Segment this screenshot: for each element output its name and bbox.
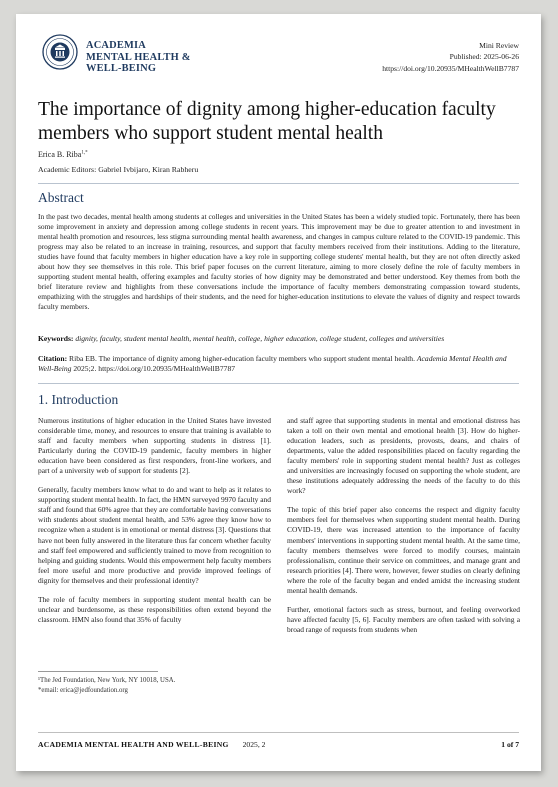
paragraph: Further, emotional factors such as stress, burnout, and feeling overworked have affected faculty [5, 6]. Faculty members are often tasked with solving a broad range of requests from students when [287, 604, 520, 634]
journal-name-line-3: WELL-BEING [86, 63, 157, 75]
abstract-heading: Abstract [38, 190, 84, 205]
footnotes [38, 676, 175, 696]
introduction-heading: 1. Introduction [38, 392, 119, 407]
published-date: Published: 2025-06-26 [449, 52, 519, 62]
intro-left-column [38, 416, 271, 634]
citation [38, 354, 520, 374]
citation-journal: Academia Mental Health and Well-Being [38, 354, 507, 374]
keywords-list: dignity, faculty, student mental health, mental health, college, higher education, college student, colleges and universities [75, 334, 445, 343]
doi-link[interactable]: https://doi.org/10.20935/MHealthWellB7787 [382, 63, 519, 73]
author-line [38, 150, 88, 159]
footer-divider [38, 732, 519, 733]
footnote-divider [38, 671, 158, 672]
paragraph: The topic of this brief paper also concerns the respect and dignity faculty members feel for themselves when supporting student mental health. During COVID-19, there was increased attention to the importance of faculty members' interventions in supporting student mental health. At the same time, faculty members themselves were forced to modify courses, maintain professionalism, continue their service on committees, and manage grant and research priorities [4]. There were, however, fewer studies on clearly defining where the role of the faculty began and ended amidst the increasing student mental health demands. [287, 505, 520, 595]
paragraph: and staff agree that supporting students in mental and emotional distress has taken a toll on their own mental and emotional health [3]. How do higher-education leaders, such as presidents, provosts, deans, and chairs of departments, value the added responsibilities placed on faculty regarding the faculty members' role in supporting student mental health? Just as colleges and universities are increasingly focused on supporting the whole student, are these institutions adequately addressing the needs of the faculty to do this work? [287, 416, 520, 496]
journal-header [38, 30, 519, 84]
keywords [38, 334, 520, 343]
paragraph: Numerous institutions of higher education in the United States have invested considerable time, money, and resources to ensure that training is available to staff and faculty members when supporting students in distress [1]. Particularly during the COVID-19 pandemic, faculty members in higher education have been considered as first responders, front-line workers, and part of a university web of support for students [2]. [38, 416, 271, 476]
paper-page [16, 14, 541, 771]
citation-label: Citation: [38, 354, 68, 363]
paragraph: Generally, faculty members know what to do and want to help as it relates to supporting student mental health. In fact, the HMN surveyed 9970 faculty and staff and found that 60% agree that they are comfortable having conversations with students about student mental health, and 53% agree they know how to recognize when a student is in emotional or mental distress [3]. Questions that have not been fully answered in the literature thus far concern whether faculty and staff feel empowered and sufficiently trained to move from recognition to helping and guiding students. Would this empowerment help faculty members feel more useful and more productive and provide improved feelings of dignity for themselves and their professional identity? [38, 485, 271, 585]
article-title: The importance of dignity among higher-education faculty members who support student mental health [38, 99, 496, 144]
page-number: 1 of 7 [501, 740, 519, 749]
article-type: Mini Review [479, 41, 519, 50]
footer-year-volume: 2025, 2 [242, 740, 266, 749]
section-divider [38, 183, 519, 184]
abstract-text: In the past two decades, mental health among students at colleges and universities in the United States has been a widely studied topic. Fortunately, there has been some improvement in anxiety and depression among college students in recent years. This improvement may be due to greater attention to and investment in mental health promotion and resources, less stigma surrounding mental health awareness, and changes in campus culture related to the COVID-19 pandemic. This progress may also be related to an increase in training, resources, and support that faculty members received from their institutions. Adding to the literature, studies have found that faculty members in higher education have a key role in supporting college students' mental health, but they are not often directly asked about how they see themselves in this role. This brief paper focuses on the current literature, aiming to more closely define the role of faculty members in supporting student mental health, offering examples and faculty stories of how dignity may be demonstrated and better understood. Key themes from both the brief literature review and highlights from these conversations include the importance of faculty members demonstrating compassion toward students, empathizing with the struggles and hardships of their students, and the need for higher-education institutions to elevate the values of dignity and respect towards faculty members. [38, 212, 520, 312]
footer-journal-name: ACADEMIA MENTAL HEALTH AND WELL-BEING [38, 740, 229, 749]
page-footer [38, 740, 519, 749]
citation-doi[interactable]: 2025;2. https://doi.org/10.20935/MHealthWellB7787 [73, 364, 236, 374]
citation-text: Riba EB. The importance of dignity among higher-education faculty members who support student mental health. [69, 354, 415, 363]
author-affiliation-marks: 1,* [81, 150, 88, 156]
email-footnote[interactable]: *email: erica@jedfoundation.org [38, 687, 128, 694]
author-name[interactable]: Erica B. Riba [38, 150, 82, 159]
keywords-label: Keywords: [38, 334, 74, 343]
journal-name-line-1: ACADEMIA [86, 40, 146, 51]
paragraph: The role of faculty members in supporting student mental health can be unclear and burdensome, as these responsibilities often extend beyond the classroom. HMN also found that 35% of faculty [38, 594, 271, 624]
section-divider [38, 383, 519, 384]
academia-seal-logo [42, 34, 78, 70]
journal-name [86, 40, 191, 75]
affiliation-footnote: ¹The Jed Foundation, New York, NY 10018, USA. [38, 677, 176, 684]
academic-editors: Academic Editors: Gabriel Ivbijaro, Kiran Rabheru [38, 165, 199, 174]
intro-right-column [287, 416, 520, 644]
article-meta [382, 40, 519, 74]
journal-name-line-2: MENTAL HEALTH & [86, 51, 191, 63]
